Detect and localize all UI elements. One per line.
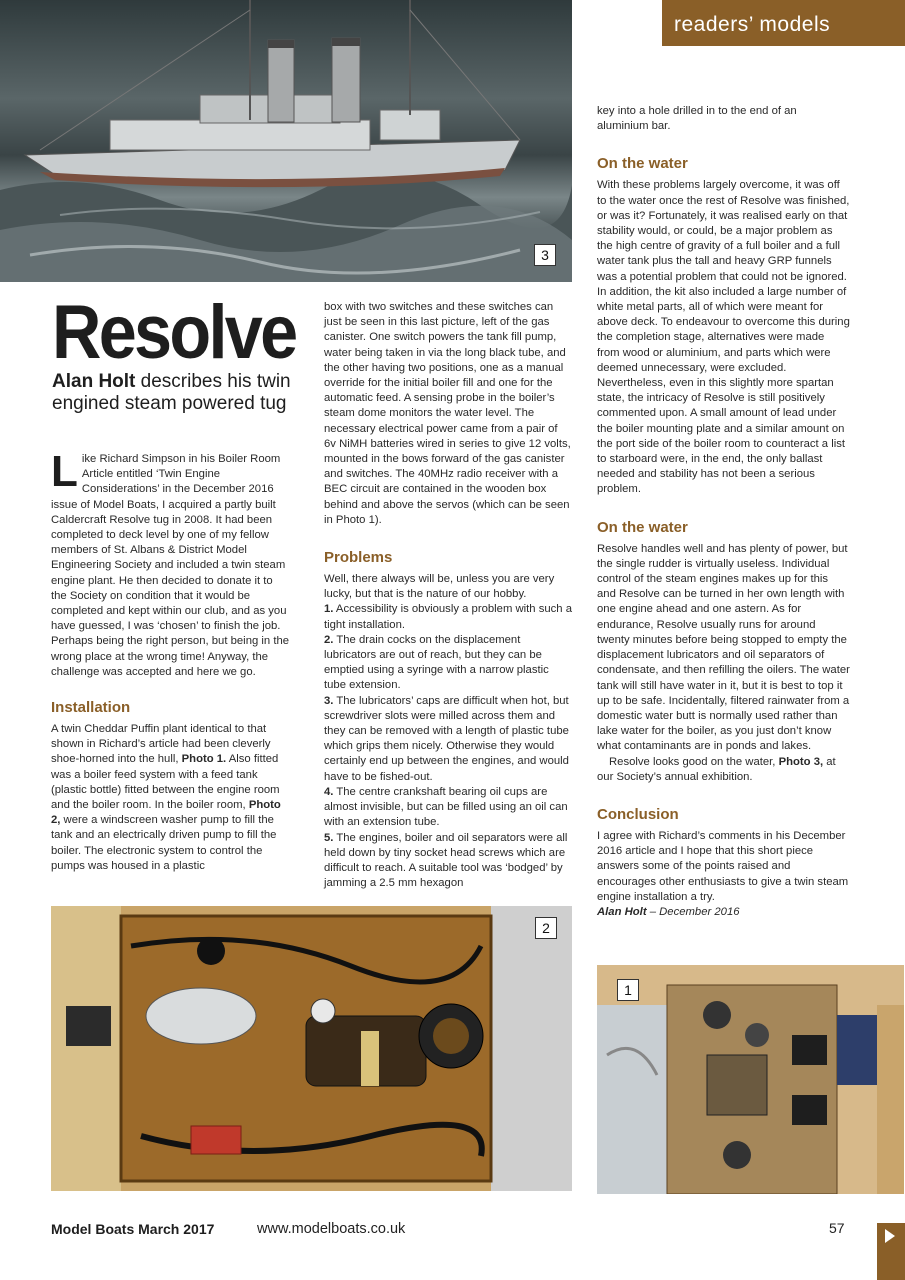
col2-paragraph: box with two switches and these switches can just be seen in this last picture, left of the gas canister. One switch powers the tank fill pump, water being taken in via the long black tube, and the other having two positions, one as a manual override for the initial boiler fill and one for the automatic feed. A sensing probe in the boiler’s steam dome monitors the water level. The necessary electrical power came from a pair of 6v NiMH batteries wired in series to give 12 volts, mounted in the bows forward of the gas canister and switches. The 40MHz radio receiver with a BEC circuit are contained in the wooden box behind and above the servos (which can be seen in Photo 1). [324, 301, 571, 526]
photo-ref: Photo 1. [181, 753, 227, 766]
problem-text: The engines, boiler and oil separators were all held down by tiny socket head screws which are difficult to reach. A suitable tool was ‘bodged’ by jamming a 2.5 mm hexagon [324, 831, 568, 890]
signoff [597, 905, 850, 920]
photo-number-badge: 3 [534, 244, 556, 266]
installation-paragraph [51, 722, 291, 874]
drop-cap: L [51, 447, 78, 496]
problem-item [324, 694, 572, 785]
photo-boiler-room [51, 906, 572, 1191]
intro-paragraph [51, 447, 291, 680]
conclusion-paragraph: I agree with Richard’s comments in his December 2016 article and I hope that this short piece answers some of the points raised and encourages other enthusiasts to give a twin steam engine installation a try. [597, 829, 849, 903]
column-1 [51, 447, 291, 874]
engine-room-illustration [597, 965, 904, 1194]
water2-last-paragraph [597, 755, 850, 785]
heading-problems: Problems [324, 549, 393, 567]
heading-on-the-water-2: On the water [597, 518, 688, 536]
arrow-right-icon [885, 1229, 895, 1243]
next-page-arrow[interactable] [877, 1223, 905, 1280]
problem-number: 4. [324, 785, 334, 798]
article-title: Resolve [52, 290, 296, 375]
standfirst-text: describes his twin engined steam powered tug [52, 371, 291, 414]
column-3 [597, 104, 850, 920]
installation-text: A twin Cheddar Puffin plant identical to that shown in Richard’s article had been cleverly shoe-horned into the hull, [51, 723, 271, 766]
photo-ref: Photo 3, [778, 755, 824, 768]
problem-number: 2. [324, 633, 334, 646]
heading-conclusion: Conclusion [597, 805, 679, 823]
column-2 [324, 300, 572, 891]
photo-engine-room [597, 965, 904, 1194]
page-number: 57 [829, 1220, 845, 1236]
heading-on-the-water-1: On the water [597, 155, 688, 173]
water2-last-text: Resolve looks good on the water, [609, 755, 779, 768]
tug-illustration [0, 0, 572, 282]
photo-number-badge: 1 [617, 979, 639, 1001]
website-link[interactable]: www.modelboats.co.uk [257, 1221, 406, 1237]
installation-text: were a windscreen washer pump to fill the tank and an electrically driven pump to fill the boiler. The electronic system to control the pumps was housed in a plastic [51, 814, 277, 872]
installation-text: Also fitted was a boiler feed system with a feed tank (plastic bottle) fitted between the engine room and the boiler room. In the boiler room, [51, 753, 280, 812]
photo-tug-on-water [0, 0, 572, 282]
signoff-name: Alan Holt [597, 905, 647, 918]
col3-paragraph: key into a hole drilled in to the end of an aluminium bar. [597, 105, 797, 133]
problem-number: 3. [324, 694, 334, 707]
heading-installation: Installation [51, 699, 131, 717]
magazine-issue: Model Boats March 2017 [51, 1221, 215, 1237]
intro-text: ike Richard Simpson in his Boiler Room Article entitled ‘Twin Engine Considerations’ in the December 2016 issue of Model Boats, I acquired a partly built Caldercraft Resolve tug in 2008. It had been completed to deck level by one of my fellow members of St. Albans & District Model Engineering Society and included a twin steam engine plant. He then decided to donate it to the Society on condition that it would be completed and kept within our club, and as you have guessed, I was ‘chosen’ to finish the job. Perhaps being the right person, but being in the wrong place at the wrong time! Anyway, the challenge was accepted and here we go. [51, 453, 290, 678]
section-tab: readers’ models [662, 0, 905, 46]
problem-item [324, 633, 572, 694]
problem-text: Accessibility is obviously a problem with such a tight installation. [324, 603, 573, 631]
water2-paragraph: Resolve handles well and has plenty of power, but the single rudder is virtually useless. Individual control of the steam engines makes up for this and Resolve can be turned in her own length with one engine ahead and one astern. As for endurance, Resolve usually runs for around twenty minutes before being stopped to empty the displacement lubricators and oil separators of condensate, and then refilling the oilers. The water tank will still have water in it, but it is best to top it up to be safe. Incidentally, filtered rainwater from a domestic water butt is normally used rather than lake water for the boiler, as you just don’t know what contaminants are in ponds and lakes. [597, 542, 850, 753]
water2-last-text: at our Society’s annual exhibition. [597, 755, 836, 783]
author-name: Alan Holt [52, 371, 136, 392]
boiler-room-illustration [51, 906, 572, 1191]
problem-item [324, 785, 572, 831]
photo-number-badge: 2 [535, 917, 557, 939]
problem-text: The centre crankshaft bearing oil cups are almost invisible, but can be filled using an oil can with an extension tube. [324, 785, 568, 829]
problem-text: The lubricators’ caps are difficult when hot, but screwdriver slots were milled across them and they can be removed with a length of plastic tube which grips them nicely. Otherwise they would certainly end up between the engines, and would have to be fished-out. [324, 694, 569, 783]
problem-number: 5. [324, 831, 334, 844]
problem-item [324, 602, 572, 632]
problem-item [324, 831, 572, 892]
problems-intro: Well, there always will be, unless you are very lucky, but that is the nature of our hobby. [324, 573, 555, 601]
photo-ref: Photo 2, [51, 799, 281, 827]
water1-paragraph: With these problems largely overcome, it was off to the water once the rest of Resolve was finished, or was it? Fortunately, it was realised early on that stability would, or could, be a major problem as the high centre of gravity of a full boiler and a full water tank plus the tall and heavy GRP funnels was a potential problem that could not be ignored. In addition, the kit also included a large number of white metal parts, all of which were meant for above deck. To endeavour to overcome this during the completion stage, alternatives were made from wood or aluminium, and parts which were deemed unnecessary, were excluded. Nevertheless, even in this slightly more spartan state, the intricacy of Resolve is still positively commented upon. A small amount of lead under the boiler mounting plate and a similar amount on the port side of the boiler room to counteract a list to starboard were, in the end, the only ballast needed and stability has not been a serious problem. [597, 179, 850, 496]
standfirst [52, 371, 302, 415]
problem-text: The drain cocks on the displacement lubricators are out of reach, but they can be emptied using a syringe with a narrow plastic tube extension. [324, 633, 549, 692]
problem-number: 1. [324, 603, 334, 616]
signoff-date: – December 2016 [646, 905, 740, 918]
